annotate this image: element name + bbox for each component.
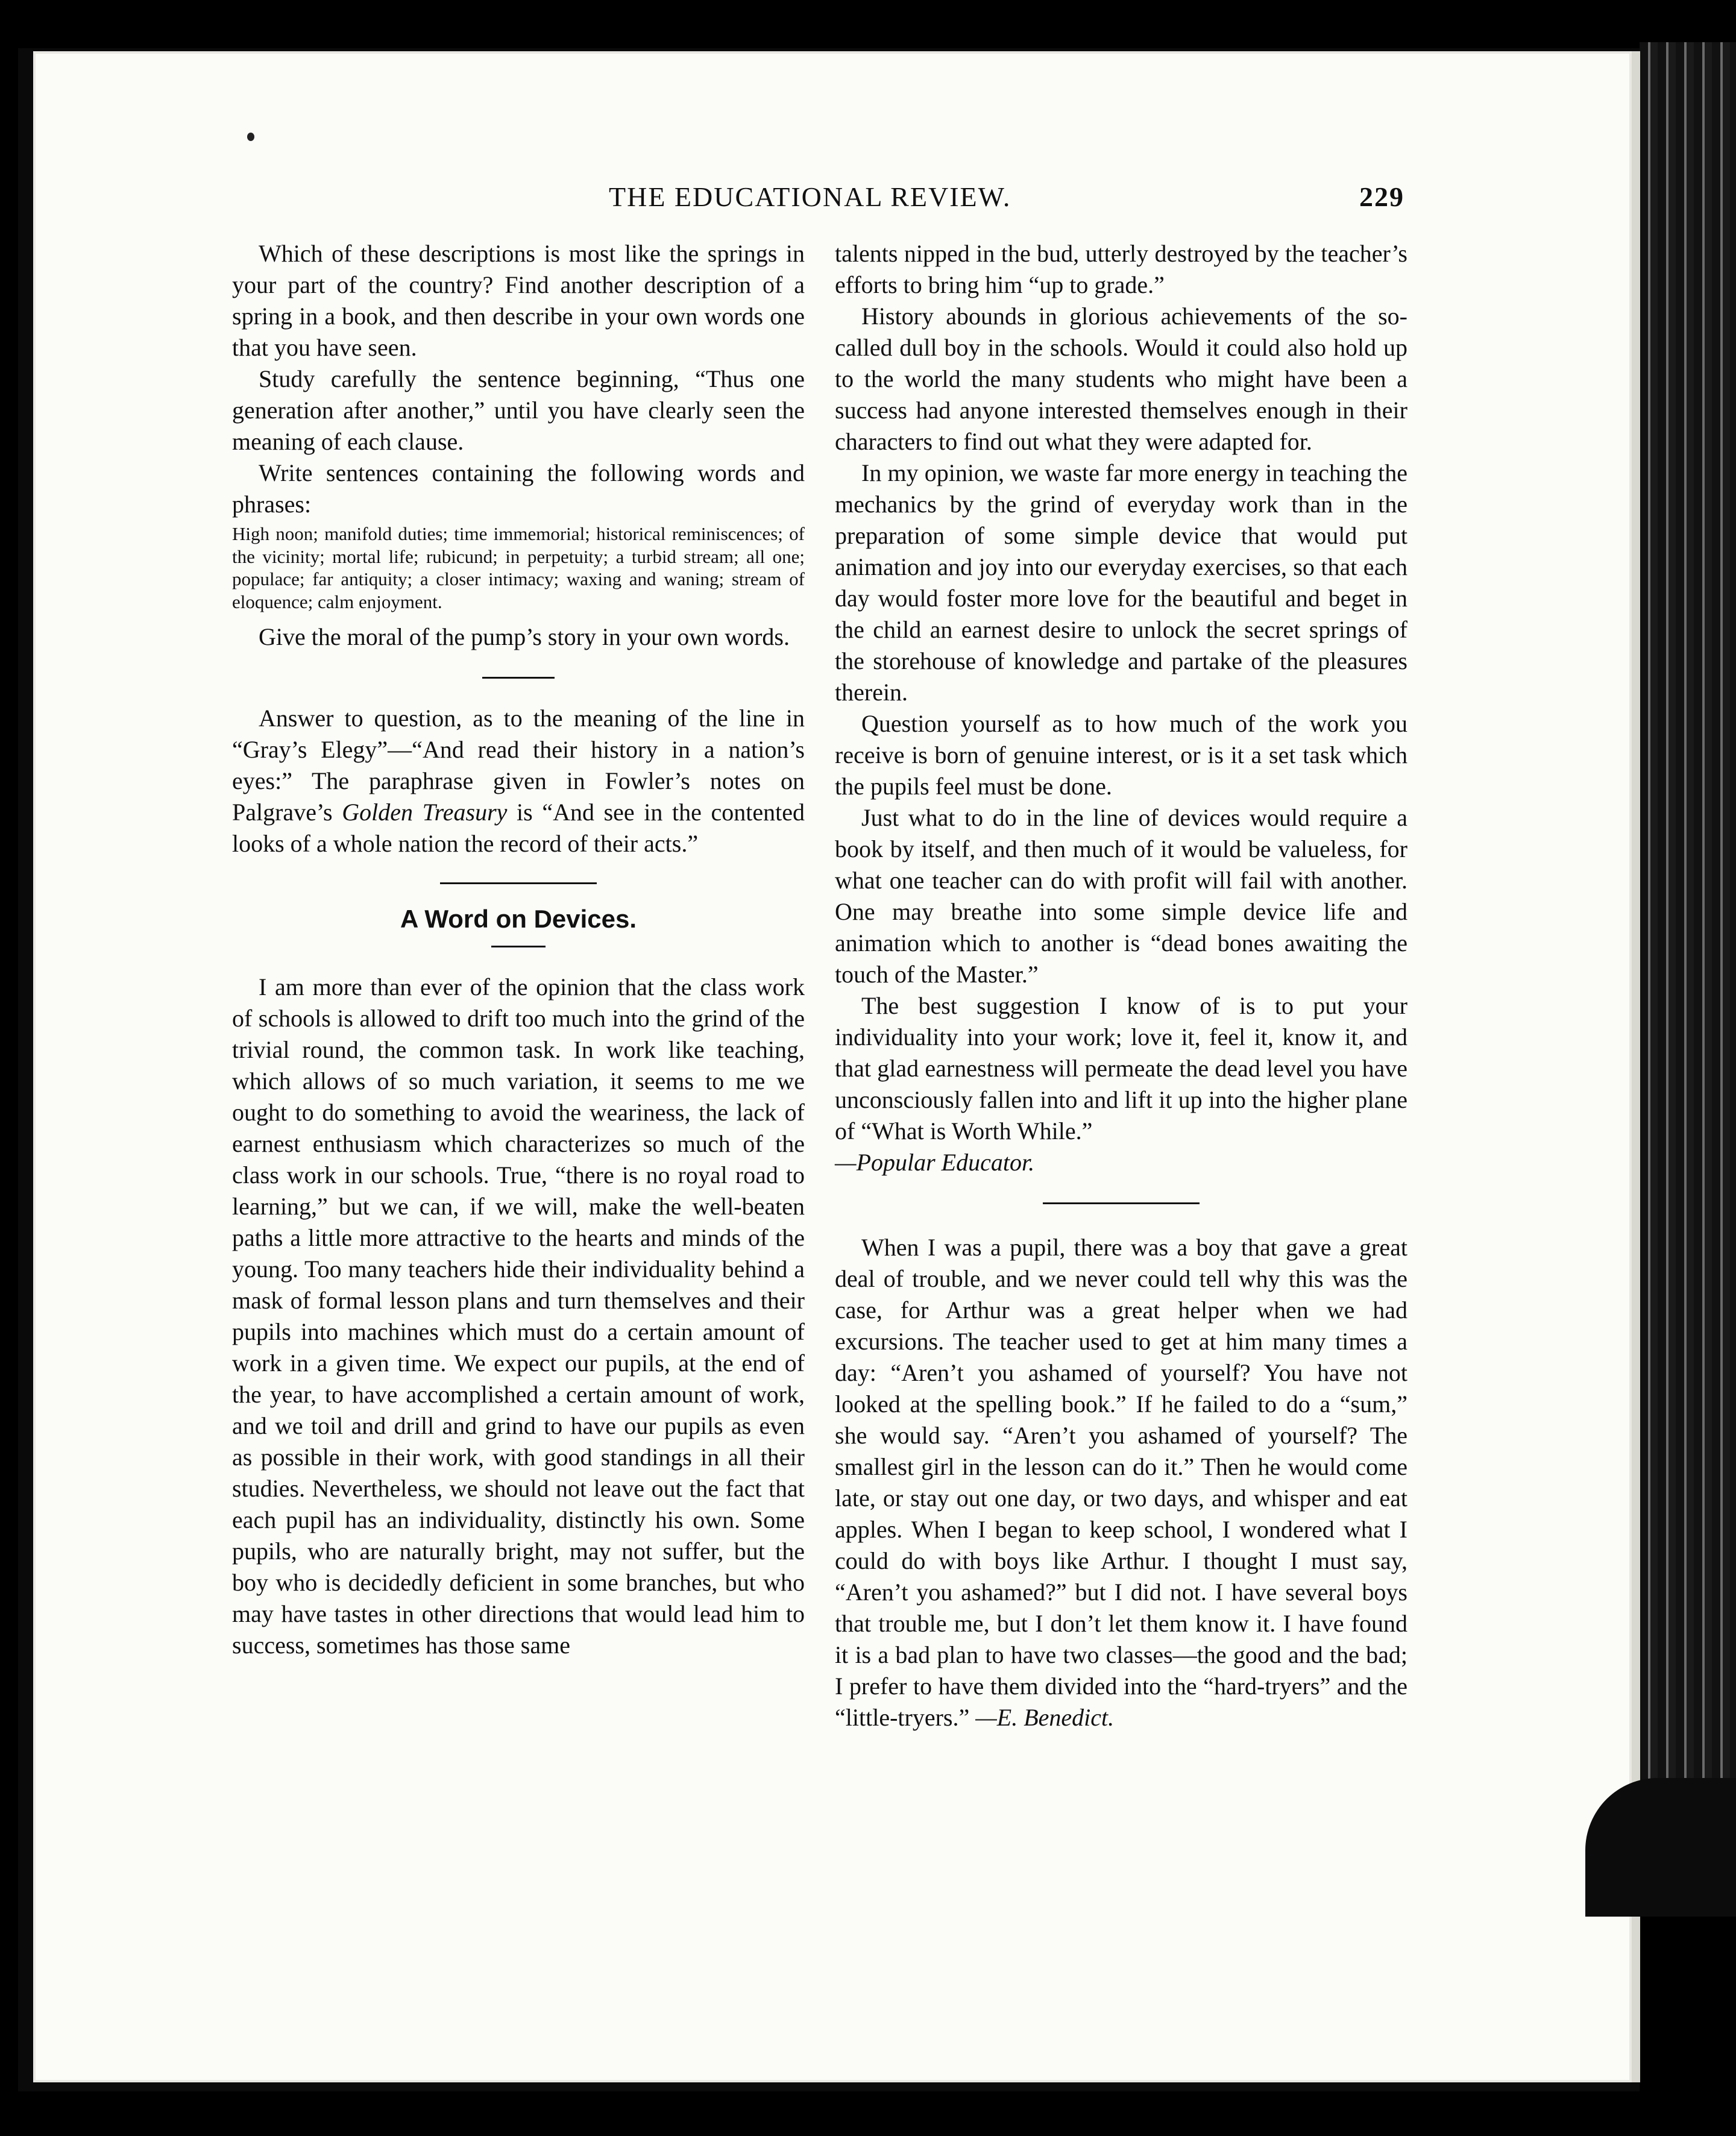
section-heading: A Word on Devices. (400, 905, 637, 933)
section-divider (482, 677, 555, 679)
attribution-source: —Popular Educator. (835, 1149, 1035, 1176)
section-divider (440, 882, 597, 884)
paragraph-question: Question yourself as to how much of the work you receive is born of genuine interest, or is it a set task which the pupils feel must be done. (835, 710, 1407, 800)
paragraph-devices: I am more than ever of the opinion that the class work of schools is allowed to drift too much into the grind of the trivial round, the common task. In work like teaching, which allows of so much variation, it seems to me we ought to do something to avoid the weariness, the lack of earnest enthusiasm which characterizes so much of the class work in our schools. True, “there is no royal road to learning,” but we can, if we will, make the well-beaten paths a little more attractive to the hearts and minds of the young. Too many teachers hide their individuality behind a mask of formal lesson plans and turn themselves and their pupils into machines which must do a certain amount of work in a given time. We expect our pupils, at the end of the year, to have accomplished a certain amount of work, and we toil and drill and grind to have our pupils as even as possible in their work, with good standings in all their studies. Nevertheless, we should not leave out the fact that each pupil has an individuality, distinctly his own. Some pupils, who are naturally bright, may not suffer, but the boy who is decidedly deficient in some branches, but who may have tastes in other directions that would lead him to success, sometimes has those same (232, 973, 805, 1659)
answer-text: Answer to question, as to the meaning of the line in “Gray’s Elegy”—“And read their history in a nation’s eyes:” The paraphrase given in Fowler’s notes on Palgrave’s (232, 705, 805, 826)
paragraph-best-suggestion: The best suggestion I know of is to put your individuality into your work; love it, feel it, know it, and that glad earnestness will permeate the dead level you have unconsciously fallen into and lift it up into the higher plane of “What is Worth While.” (835, 992, 1407, 1145)
paragraph-study: Study carefully the sentence beginning, “Thus one generation after another,” until you have clearly seen the meaning of each clause. (232, 365, 805, 455)
book-title: Golden Treasury (342, 799, 508, 826)
paragraph-pupil (835, 1232, 1407, 1733)
paragraph-continuation: talents nipped in the bud, utterly destroyed by the teacher’s efforts to bring him “up to grade.” (835, 240, 1407, 298)
page-corner-shadow (1585, 1778, 1736, 1917)
paragraph-history: History abounds in glorious achievements of the so-called dull boy in the schools. Would it could also hold up to the world the many students who might have been a success had anyone interested themselves enough in their characters to find out what they were adapted for. (835, 303, 1407, 455)
phrase-list: High noon; manifold duties; time immemorial; historical reminiscences; of the vicinity; mortal life; rubicund; in perpetuity; a turbid stream; all one; populace; far antiquity; a closer intimacy; waxing and waning; stream of eloquence; calm enjoyment. (232, 523, 805, 612)
right-column (835, 238, 1407, 1733)
pupil-text: When I was a pupil, there was a boy that gave a great deal of trouble, and we never could tell why this was the case, for Arthur was a great helper when we had excursions. The teacher used to get at him many times a day: “Aren’t you ashamed of yourself? You have not looked at the spelling book.” If he failed to do a “sum,” she would say. “Aren’t you ashamed of yourself? The smallest girl in the lesson can do it.” Then he would come late, or stay out one day, or two days, and whisper and eat apples. When I began to keep school, I wondered what I could do with boys like Arthur. I thought I must say, “Aren’t you ashamed?” but I did not. I have several boys that trouble me, but I don’t let them know it. I have found it is a bad plan to have two classes—the good and the bad; I prefer to have them divided into the “hard-tryers” and the “little-tryers.” (835, 1234, 1407, 1731)
paragraph-moral: Give the moral of the pump’s story in your own words. (259, 623, 790, 650)
running-title: THE EDUCATIONAL REVIEW. (609, 181, 1011, 212)
answer-text-end: is “And see in the contented looks of a whole nation the record of their acts.” (232, 799, 805, 857)
ink-speck (247, 133, 254, 141)
signature: —E. Benedict. (975, 1704, 1115, 1731)
paragraph-write-sentences: Write sentences containing the following words and phrases: (232, 459, 805, 518)
heading-underline (491, 946, 546, 947)
paragraph-springs: Which of these descriptions is most like the springs in your part of the country? Find another description of a spring in a book, and then describe in your own words one that you have seen. (232, 240, 805, 361)
book-binding-edge (1640, 42, 1736, 1850)
page-number: 229 (1359, 181, 1404, 212)
paragraph-answer (232, 703, 805, 859)
running-head (609, 181, 1404, 223)
attribution (835, 1147, 1407, 1178)
paragraph-devices-book: Just what to do in the line of devices would require a book by itself, and then much of it would be valueless, for what one teacher can do with profit will fail with another. One may breathe into some simple device life and animation which to another is “dead bones awaiting the touch of the Master.” (835, 804, 1407, 988)
left-column (232, 238, 805, 1661)
section-divider (1043, 1202, 1200, 1204)
paragraph-opinion: In my opinion, we waste far more energy in teaching the mechanics by the grind of everyday work than in the preparation of some simple device that would put animation and joy into our everyday exercises, so that each day would foster more love for the beautiful and beget in the child an earnest desire to unlock the secret springs of the storehouse of knowledge and partake of the pleasures therein. (835, 459, 1407, 706)
